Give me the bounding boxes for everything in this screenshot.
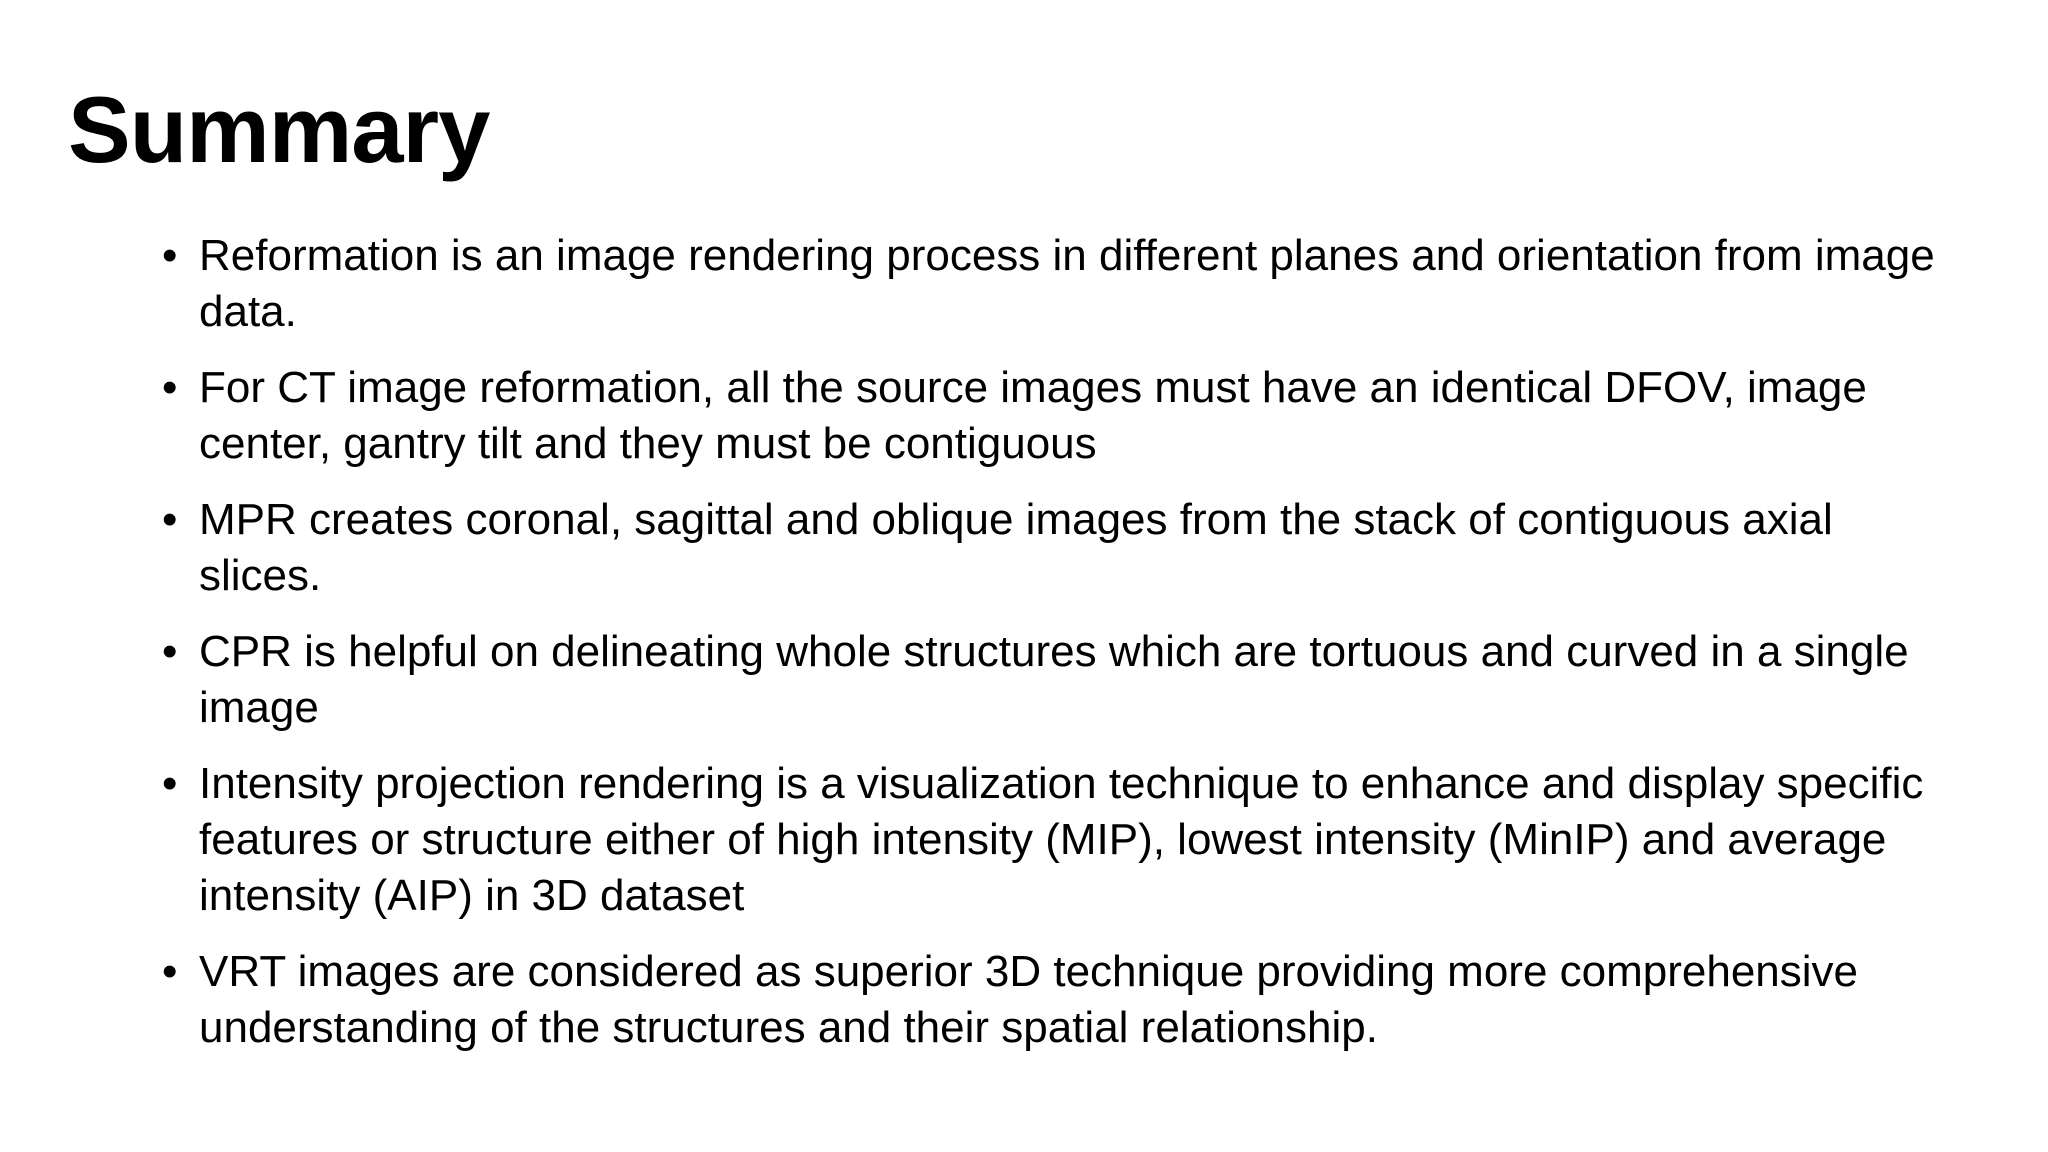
bullet-text: VRT images are considered as superior 3D technique providing more comprehensive understanding of the structures and their spatial relationship. [199, 947, 1859, 1052]
bullet-text: For CT image reformation, all the source images must have an identical DFOV, image center, gantry tilt and they must be contiguous [199, 363, 1867, 468]
bullet-marker: • [162, 495, 178, 544]
bullet-list [162, 228, 1962, 1076]
bullet-marker: • [162, 759, 178, 808]
bullet-text: Intensity projection rendering is a visualization technique to enhance and display specific features or structure either of high intensity (MIP), lowest intensity (MinIP) and average intensity (AIP) in 3D dataset [199, 759, 1924, 920]
slide-title: Summary [68, 77, 490, 182]
bullet-item [162, 492, 1962, 604]
bullet-item [162, 944, 1962, 1056]
bullet-text: Reformation is an image rendering process in different planes and orientation from image data. [199, 231, 1935, 336]
bullet-item [162, 756, 1962, 924]
bullet-text: CPR is helpful on delineating whole structures which are tortuous and curved in a single image [199, 627, 1909, 732]
bullet-text: MPR creates coronal, sagittal and oblique images from the stack of contiguous axial slices. [199, 495, 1833, 600]
bullet-item [162, 228, 1962, 340]
bullet-item [162, 624, 1962, 736]
bullet-marker: • [162, 947, 178, 996]
bullet-marker: • [162, 627, 178, 676]
bullet-item [162, 360, 1962, 472]
bullet-marker: • [162, 231, 178, 280]
bullet-marker: • [162, 363, 178, 412]
